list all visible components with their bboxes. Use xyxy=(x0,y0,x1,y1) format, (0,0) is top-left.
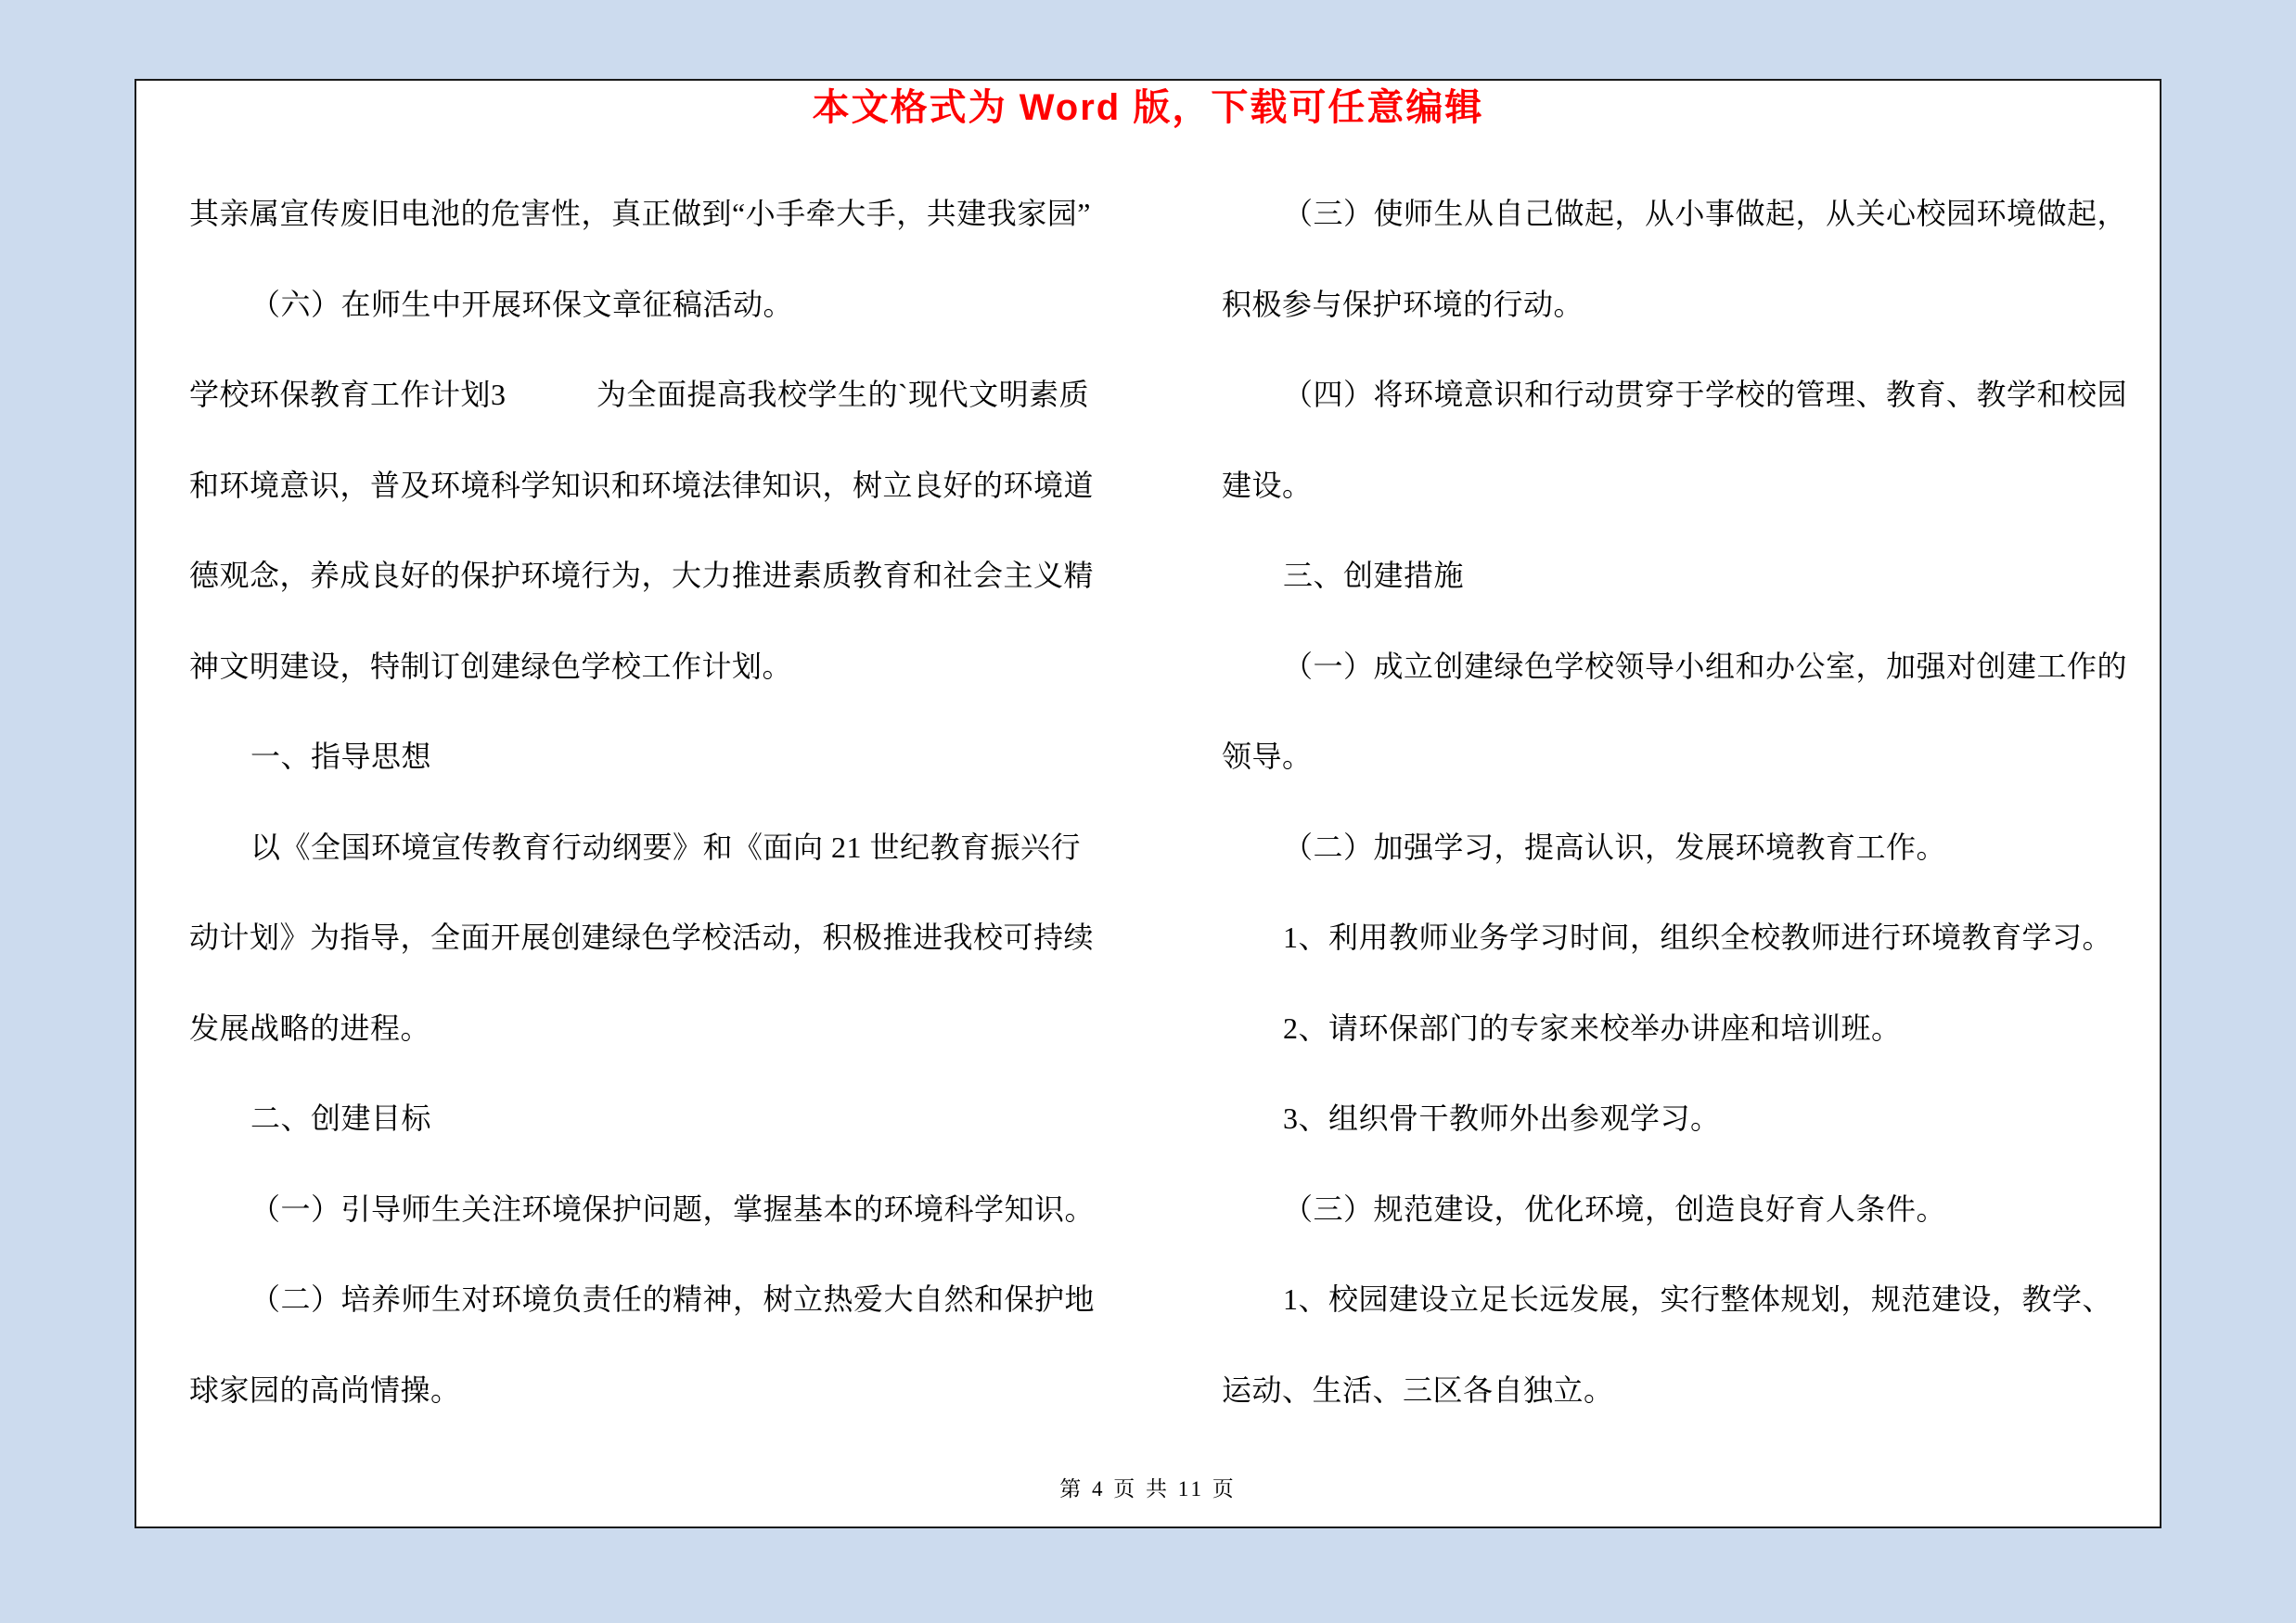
text-line: 以《全国环境宣传教育行动纲要》和《面向 21 世纪教育振兴行 xyxy=(250,830,1082,864)
text-line: 和环境意识，普及环境科学知识和环境法律知识，树立良好的环境道 xyxy=(189,468,1095,502)
text-line: （一）成立创建绿色学校领导小组和办公室，加强对创建工作的 xyxy=(1283,649,2128,683)
text-line: 1、利用教师业务学习时间，组织全校教师进行环境教育学习。 xyxy=(1283,921,2113,954)
text-line: 1、校园建设立足长远发展，实行整体规划，规范建设，教学、 xyxy=(1283,1282,2113,1316)
text-line: 领导。 xyxy=(1222,740,1313,773)
text-line: （六）在师生中开展环保文章征稿活动。 xyxy=(250,287,794,321)
text-line: 动计划》为指导，全面开展创建绿色学校活动，积极推进我校可持续 xyxy=(189,921,1095,954)
text-line: （一）引导师生关注环境保护问题，掌握基本的环境科学知识。 xyxy=(250,1191,1096,1226)
text-line: 二、创建目标 xyxy=(250,1101,432,1135)
text-line: 运动、生活、三区各自独立。 xyxy=(1222,1372,1614,1407)
text-line: 2、请环保部门的专家来校举办讲座和培训班。 xyxy=(1283,1011,1902,1045)
text-line: 发展战略的进程。 xyxy=(189,1011,431,1045)
text-line: 德观念，养成良好的保护环境行为，大力推进素质教育和社会主义精 xyxy=(189,559,1095,592)
text-line: 神文明建设，特制订创建绿色学校工作计划。 xyxy=(189,649,793,683)
text-line: （四）将环境意识和行动贯穿于学校的管理、教育、教学和校园 xyxy=(1283,378,2128,411)
page-number-footer: 第 4 页 共 11 页 xyxy=(1059,1477,1237,1501)
right-text-column xyxy=(1222,169,2136,1436)
word-page xyxy=(135,79,2161,1528)
text-line: 建设。 xyxy=(1222,468,1313,502)
text-line: 其亲属宣传废旧电池的危害性，真正做到“小手牵大手，共建我家园” xyxy=(189,197,1091,230)
text-line: （二）加强学习，提高认识，发展环境教育工作。 xyxy=(1283,830,1947,864)
text-line: （三）规范建设，优化环境，创造良好育人条件。 xyxy=(1283,1191,1947,1226)
text-line: 学校环保教育工作计划3 为全面提高我校学生的`现代文明素质 xyxy=(189,378,1090,411)
text-line: （三）使师生从自己做起，从小事做起，从关心校园环境做起， xyxy=(1283,197,2128,230)
text-line: 积极参与保护环境的行动。 xyxy=(1222,287,1584,321)
left-text-column xyxy=(189,169,1103,1436)
text-line: 3、组织骨干教师外出参观学习。 xyxy=(1283,1101,1721,1135)
text-line: （二）培养师生对环境负责任的精神，树立热爱大自然和保护地 xyxy=(250,1282,1096,1316)
download-notice-banner: 本文格式为 Word 版，下载可任意编辑 xyxy=(812,87,1484,128)
text-line: 一、指导思想 xyxy=(250,740,432,773)
text-line: 球家园的高尚情操。 xyxy=(189,1372,461,1407)
text-line: 三、创建措施 xyxy=(1283,559,1465,592)
